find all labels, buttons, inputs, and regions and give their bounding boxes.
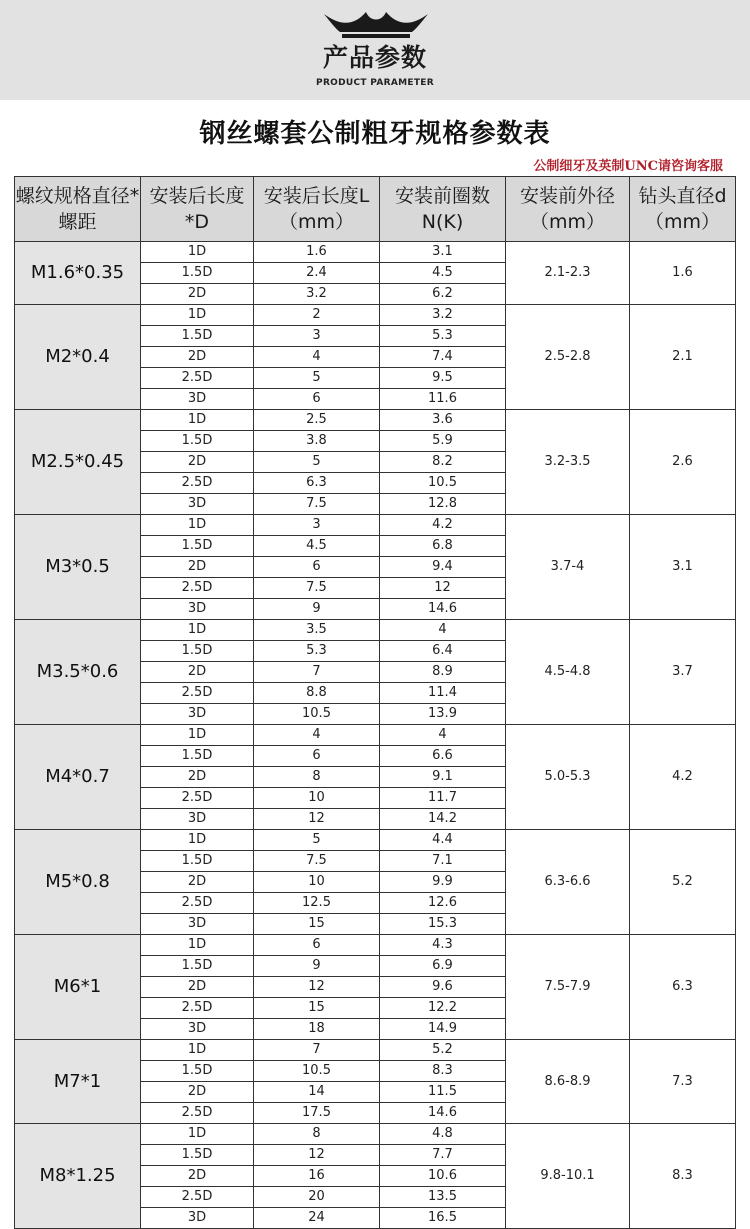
length-mm-cell: 9	[254, 599, 380, 620]
header-installed-length-d: 安装后长度*D	[141, 177, 254, 242]
length-d-cell: 3D	[141, 599, 254, 620]
length-d-cell: 1D	[141, 1040, 254, 1061]
outer-diameter-cell: 5.0-5.3	[506, 725, 630, 830]
coil-count-cell: 14.6	[380, 1103, 506, 1124]
length-d-cell: 2.5D	[141, 1187, 254, 1208]
coil-count-cell: 4.5	[380, 263, 506, 284]
coil-count-cell: 3.2	[380, 305, 506, 326]
table-body	[15, 242, 736, 1229]
drill-diameter-cell: 2.6	[630, 410, 736, 515]
length-mm-cell: 3.5	[254, 620, 380, 641]
coil-count-cell: 5.2	[380, 1040, 506, 1061]
length-d-cell: 2.5D	[141, 893, 254, 914]
coil-count-cell: 12.8	[380, 494, 506, 515]
outer-diameter-cell: 2.5-2.8	[506, 305, 630, 410]
header-outer-diameter: 安装前外径（mm）	[506, 177, 630, 242]
contact-note: 公制细牙及英制UNC请咨询客服	[533, 159, 723, 174]
table-row	[15, 305, 736, 326]
length-d-cell: 2D	[141, 662, 254, 683]
length-d-cell: 1D	[141, 830, 254, 851]
thread-spec-cell: M3*0.5	[15, 515, 141, 620]
length-d-cell: 2.5D	[141, 578, 254, 599]
coil-count-cell: 4	[380, 725, 506, 746]
thread-spec-cell: M7*1	[15, 1040, 141, 1124]
drill-diameter-cell: 6.3	[630, 935, 736, 1040]
length-d-cell: 2D	[141, 767, 254, 788]
length-mm-cell: 15	[254, 914, 380, 935]
length-d-cell: 3D	[141, 914, 254, 935]
coil-count-cell: 9.5	[380, 368, 506, 389]
coil-count-cell: 9.4	[380, 557, 506, 578]
length-d-cell: 2.5D	[141, 1103, 254, 1124]
header-installed-length-mm: 安装后长度L（mm）	[254, 177, 380, 242]
length-mm-cell: 7	[254, 1040, 380, 1061]
length-d-cell: 3D	[141, 1019, 254, 1040]
header-coil-count: 安装前圈数N(K)	[380, 177, 506, 242]
length-mm-cell: 14	[254, 1082, 380, 1103]
length-d-cell: 1D	[141, 410, 254, 431]
length-mm-cell: 12	[254, 809, 380, 830]
coil-count-cell: 5.3	[380, 326, 506, 347]
coil-count-cell: 10.6	[380, 1166, 506, 1187]
length-mm-cell: 8.8	[254, 683, 380, 704]
coil-count-cell: 6.4	[380, 641, 506, 662]
length-mm-cell: 6	[254, 557, 380, 578]
length-mm-cell: 10	[254, 788, 380, 809]
table-row	[15, 1040, 736, 1061]
length-d-cell: 2.5D	[141, 473, 254, 494]
length-mm-cell: 2.5	[254, 410, 380, 431]
length-d-cell: 2.5D	[141, 998, 254, 1019]
table-row	[15, 935, 736, 956]
length-d-cell: 1.5D	[141, 956, 254, 977]
length-mm-cell: 2.4	[254, 263, 380, 284]
thread-spec-cell: M4*0.7	[15, 725, 141, 830]
length-d-cell: 2D	[141, 284, 254, 305]
length-mm-cell: 7.5	[254, 494, 380, 515]
coil-count-cell: 3.6	[380, 410, 506, 431]
length-mm-cell: 24	[254, 1208, 380, 1229]
length-d-cell: 2D	[141, 1082, 254, 1103]
coil-count-cell: 6.9	[380, 956, 506, 977]
length-mm-cell: 5	[254, 830, 380, 851]
length-mm-cell: 12.5	[254, 893, 380, 914]
length-d-cell: 1D	[141, 620, 254, 641]
header-banner	[0, 0, 750, 100]
length-mm-cell: 20	[254, 1187, 380, 1208]
coil-count-cell: 16.5	[380, 1208, 506, 1229]
coil-count-cell: 9.6	[380, 977, 506, 998]
length-mm-cell: 8	[254, 767, 380, 788]
length-d-cell: 1.5D	[141, 326, 254, 347]
length-mm-cell: 6	[254, 389, 380, 410]
header-thread-spec: 螺纹规格直径*螺距	[15, 177, 141, 242]
outer-diameter-cell: 3.2-3.5	[506, 410, 630, 515]
length-mm-cell: 7.5	[254, 851, 380, 872]
thread-spec-cell: M8*1.25	[15, 1124, 141, 1229]
coil-count-cell: 7.1	[380, 851, 506, 872]
coil-count-cell: 12	[380, 578, 506, 599]
coil-count-cell: 6.6	[380, 746, 506, 767]
length-d-cell: 1.5D	[141, 431, 254, 452]
length-mm-cell: 5	[254, 452, 380, 473]
table-row	[15, 515, 736, 536]
length-mm-cell: 7	[254, 662, 380, 683]
length-mm-cell: 5	[254, 368, 380, 389]
length-d-cell: 2D	[141, 977, 254, 998]
length-d-cell: 2.5D	[141, 683, 254, 704]
length-mm-cell: 18	[254, 1019, 380, 1040]
coil-count-cell: 9.9	[380, 872, 506, 893]
drill-diameter-cell: 8.3	[630, 1124, 736, 1229]
coil-count-cell: 7.7	[380, 1145, 506, 1166]
thread-spec-cell: M1.6*0.35	[15, 242, 141, 305]
drill-diameter-cell: 2.1	[630, 305, 736, 410]
table-row	[15, 242, 736, 263]
thread-spec-cell: M5*0.8	[15, 830, 141, 935]
length-d-cell: 1D	[141, 515, 254, 536]
header-drill-diameter: 钻头直径d（mm）	[630, 177, 736, 242]
coil-count-cell: 11.5	[380, 1082, 506, 1103]
length-mm-cell: 9	[254, 956, 380, 977]
spec-table	[14, 176, 736, 1229]
thread-spec-cell: M3.5*0.6	[15, 620, 141, 725]
length-mm-cell: 10	[254, 872, 380, 893]
drill-diameter-cell: 3.1	[630, 515, 736, 620]
length-mm-cell: 7.5	[254, 578, 380, 599]
length-mm-cell: 10.5	[254, 1061, 380, 1082]
length-mm-cell: 16	[254, 1166, 380, 1187]
length-d-cell: 1D	[141, 1124, 254, 1145]
length-d-cell: 3D	[141, 389, 254, 410]
length-d-cell: 2.5D	[141, 368, 254, 389]
table-row	[15, 1124, 736, 1145]
coil-count-cell: 9.1	[380, 767, 506, 788]
coil-count-cell: 4.4	[380, 830, 506, 851]
length-d-cell: 1D	[141, 305, 254, 326]
length-mm-cell: 5.3	[254, 641, 380, 662]
crown-icon	[320, 8, 432, 38]
coil-count-cell: 12.6	[380, 893, 506, 914]
thread-spec-cell: M2*0.4	[15, 305, 141, 410]
length-d-cell: 2D	[141, 872, 254, 893]
coil-count-cell: 4	[380, 620, 506, 641]
table-row	[15, 410, 736, 431]
length-mm-cell: 6	[254, 935, 380, 956]
coil-count-cell: 3.1	[380, 242, 506, 263]
banner-subtitle: PRODUCT PARAMETER	[316, 78, 434, 88]
coil-count-cell: 11.7	[380, 788, 506, 809]
length-mm-cell: 12	[254, 977, 380, 998]
coil-count-cell: 11.4	[380, 683, 506, 704]
length-d-cell: 1.5D	[141, 746, 254, 767]
length-d-cell: 3D	[141, 494, 254, 515]
length-d-cell: 2D	[141, 347, 254, 368]
table-header-row	[15, 177, 736, 242]
coil-count-cell: 8.3	[380, 1061, 506, 1082]
length-d-cell: 1.5D	[141, 1145, 254, 1166]
drill-diameter-cell: 4.2	[630, 725, 736, 830]
drill-diameter-cell: 5.2	[630, 830, 736, 935]
outer-diameter-cell: 7.5-7.9	[506, 935, 630, 1040]
length-d-cell: 2.5D	[141, 788, 254, 809]
table-row	[15, 830, 736, 851]
length-mm-cell: 3.8	[254, 431, 380, 452]
length-mm-cell: 3	[254, 326, 380, 347]
coil-count-cell: 15.3	[380, 914, 506, 935]
length-mm-cell: 1.6	[254, 242, 380, 263]
length-d-cell: 1.5D	[141, 263, 254, 284]
length-mm-cell: 17.5	[254, 1103, 380, 1124]
length-mm-cell: 15	[254, 998, 380, 1019]
coil-count-cell: 13.5	[380, 1187, 506, 1208]
coil-count-cell: 4.2	[380, 515, 506, 536]
coil-count-cell: 14.6	[380, 599, 506, 620]
length-mm-cell: 6.3	[254, 473, 380, 494]
coil-count-cell: 4.8	[380, 1124, 506, 1145]
drill-diameter-cell: 7.3	[630, 1040, 736, 1124]
length-d-cell: 1D	[141, 935, 254, 956]
length-d-cell: 1.5D	[141, 641, 254, 662]
coil-count-cell: 14.9	[380, 1019, 506, 1040]
length-mm-cell: 2	[254, 305, 380, 326]
outer-diameter-cell: 6.3-6.6	[506, 830, 630, 935]
length-mm-cell: 4	[254, 725, 380, 746]
coil-count-cell: 6.8	[380, 536, 506, 557]
coil-count-cell: 7.4	[380, 347, 506, 368]
length-d-cell: 1.5D	[141, 1061, 254, 1082]
outer-diameter-cell: 4.5-4.8	[506, 620, 630, 725]
drill-diameter-cell: 3.7	[630, 620, 736, 725]
length-d-cell: 1.5D	[141, 536, 254, 557]
thread-spec-cell: M2.5*0.45	[15, 410, 141, 515]
coil-count-cell: 12.2	[380, 998, 506, 1019]
length-d-cell: 1D	[141, 725, 254, 746]
coil-count-cell: 5.9	[380, 431, 506, 452]
outer-diameter-cell: 8.6-8.9	[506, 1040, 630, 1124]
length-d-cell: 3D	[141, 1208, 254, 1229]
length-d-cell: 3D	[141, 809, 254, 830]
length-d-cell: 2D	[141, 557, 254, 578]
outer-diameter-cell: 2.1-2.3	[506, 242, 630, 305]
document-title: 钢丝螺套公制粗牙规格参数表	[199, 119, 551, 149]
coil-count-cell: 8.9	[380, 662, 506, 683]
length-mm-cell: 4	[254, 347, 380, 368]
length-d-cell: 2D	[141, 1166, 254, 1187]
outer-diameter-cell: 3.7-4	[506, 515, 630, 620]
length-d-cell: 3D	[141, 704, 254, 725]
coil-count-cell: 8.2	[380, 452, 506, 473]
table-row	[15, 725, 736, 746]
length-mm-cell: 4.5	[254, 536, 380, 557]
length-mm-cell: 3.2	[254, 284, 380, 305]
table-row	[15, 620, 736, 641]
coil-count-cell: 14.2	[380, 809, 506, 830]
coil-count-cell: 6.2	[380, 284, 506, 305]
outer-diameter-cell: 9.8-10.1	[506, 1124, 630, 1229]
length-mm-cell: 10.5	[254, 704, 380, 725]
length-d-cell: 1.5D	[141, 851, 254, 872]
drill-diameter-cell: 1.6	[630, 242, 736, 305]
length-d-cell: 2D	[141, 452, 254, 473]
length-d-cell: 1D	[141, 242, 254, 263]
coil-count-cell: 11.6	[380, 389, 506, 410]
coil-count-cell: 10.5	[380, 473, 506, 494]
coil-count-cell: 4.3	[380, 935, 506, 956]
length-mm-cell: 3	[254, 515, 380, 536]
length-mm-cell: 6	[254, 746, 380, 767]
length-mm-cell: 8	[254, 1124, 380, 1145]
length-mm-cell: 12	[254, 1145, 380, 1166]
banner-title: 产品参数	[322, 43, 427, 72]
coil-count-cell: 13.9	[380, 704, 506, 725]
thread-spec-cell: M6*1	[15, 935, 141, 1040]
